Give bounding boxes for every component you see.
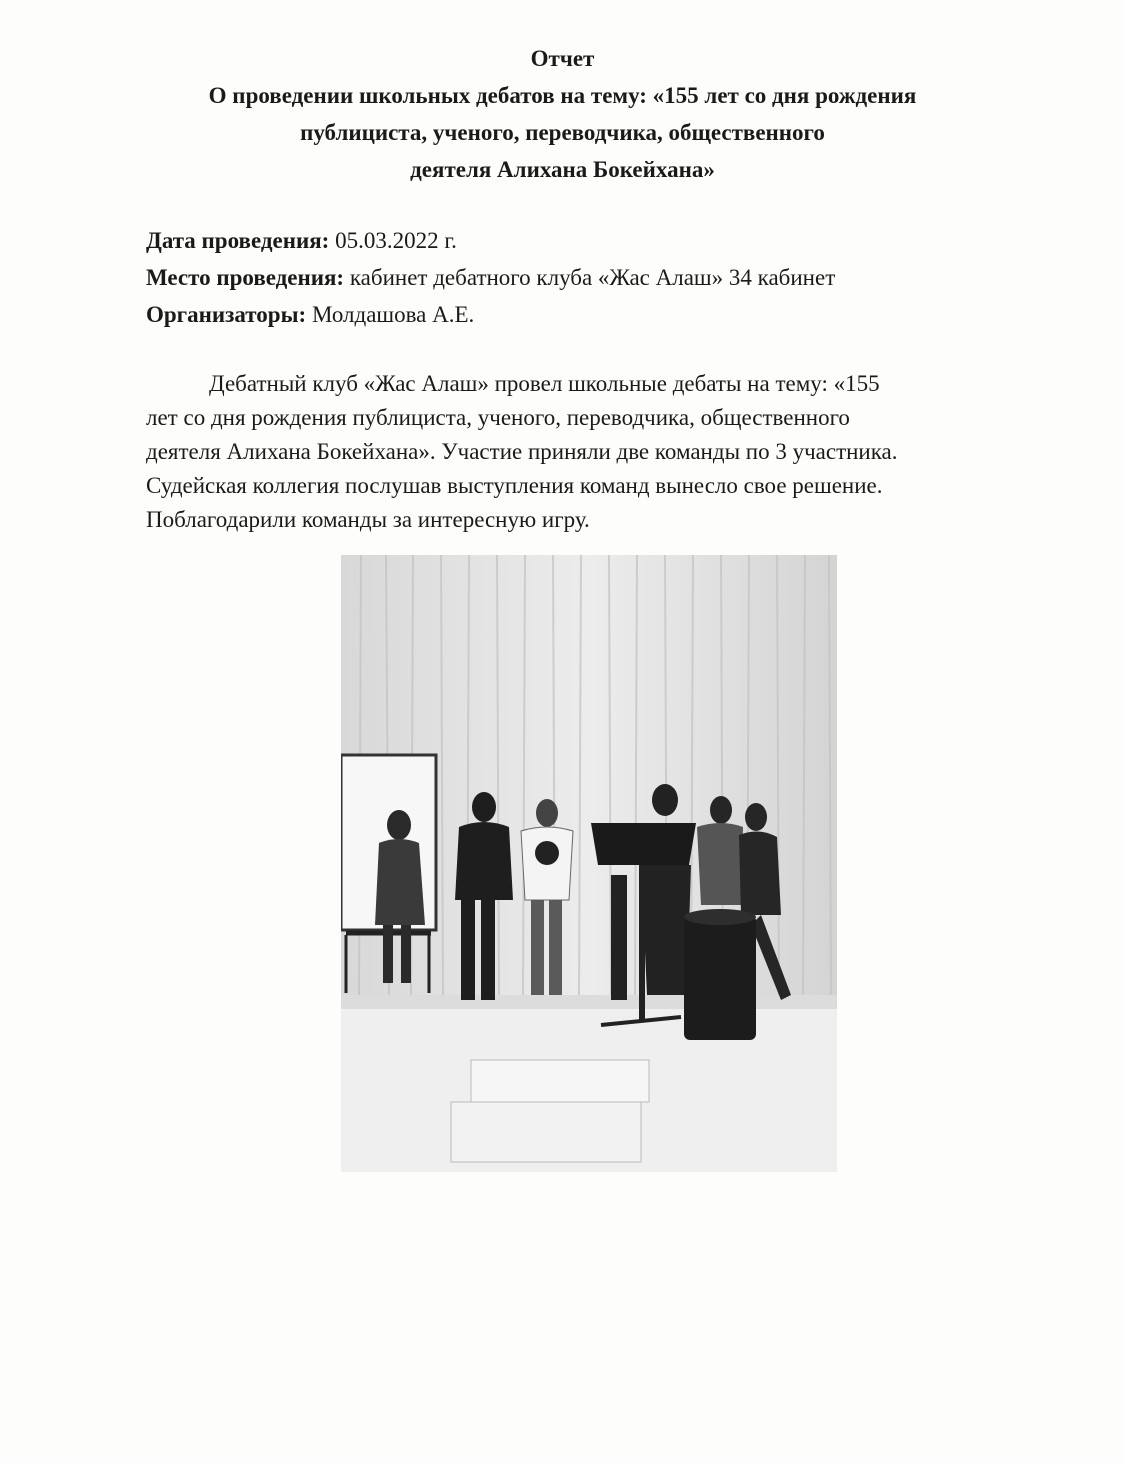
report-meta <box>146 222 835 333</box>
report-subtitle-line-1: О проведении школьных дебатов на тему: «155 лет со дня рождения <box>208 83 917 108</box>
body-line-4: Судейская коллегия послушав выступления команд вынесло свое решение. <box>146 473 883 498</box>
meta-date-value: 05.03.2022 г. <box>329 228 457 253</box>
meta-place-value: кабинет дебатного клуба «Жас Алаш» 34 кабинет <box>344 265 836 290</box>
report-subtitle-line-2: публициста, ученого, переводчика, общественного <box>300 120 825 145</box>
meta-organizers <box>146 296 835 333</box>
body-line-1: Дебатный клуб «Жас Алаш» провел школьные дебаты на тему: «155 <box>209 371 880 396</box>
body-line-3: деятеля Алихана Бокейхана». Участие приняли две команды по 3 участника. <box>146 439 898 464</box>
report-title: Отчет <box>530 46 595 71</box>
report-body <box>146 367 898 537</box>
stage-photo-icon <box>341 555 837 1172</box>
meta-date <box>146 222 835 259</box>
body-line-5: Поблагодарили команды за интересную игру. <box>146 507 590 532</box>
stage-photo <box>341 555 837 1172</box>
meta-organizers-label: Организаторы: <box>146 302 307 327</box>
meta-organizers-value: Молдашова А.Е. <box>306 302 475 327</box>
meta-place <box>146 259 835 296</box>
meta-date-label: Дата проведения: <box>146 228 330 253</box>
report-subtitle-line-3: деятеля Алихана Бокейхана» <box>410 157 715 182</box>
report-header <box>0 40 1125 188</box>
body-line-2: лет со дня рождения публициста, ученого, переводчика, общественного <box>146 405 850 430</box>
meta-place-label: Место проведения: <box>146 265 345 290</box>
